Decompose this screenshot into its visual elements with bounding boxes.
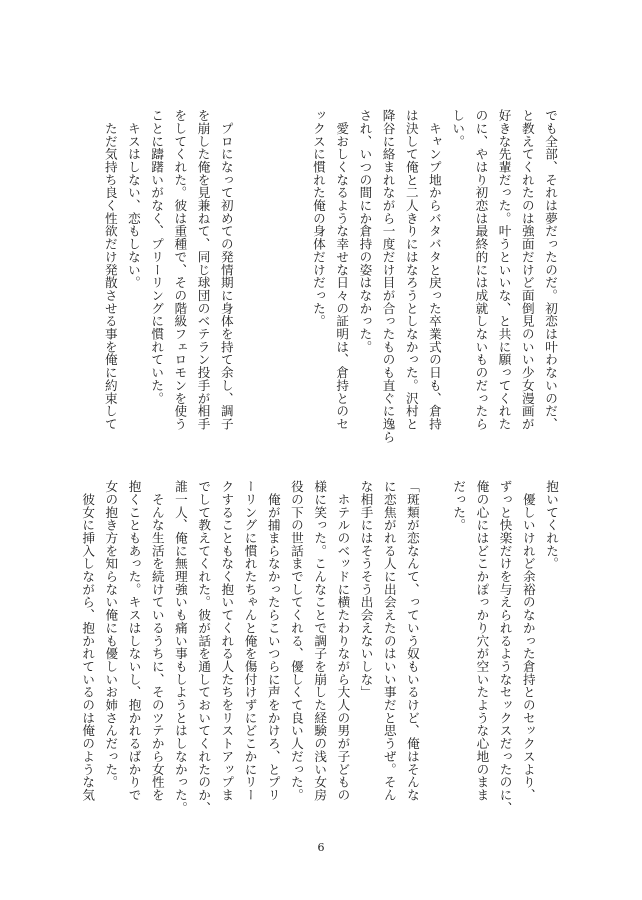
text-line: のに、やはり初恋は最終的には成就しないものだったら — [473, 109, 489, 431]
text-line: な相手にはそうそう出会えないしな」 — [358, 480, 374, 699]
text-line: 好きな先輩だった。叶うといいな、と共に願ってくれた — [496, 109, 512, 431]
text-line: でして教えてくれた。彼が話を通しておいてくれたのか、 — [196, 480, 212, 815]
text-line: をしてくれた。彼は重種で、その階級フェロモンを使う — [172, 109, 188, 431]
paragraph-gap — [424, 480, 447, 825]
text-line: ーリングに慣れたちゃんと俺を傷付けずにどこかにリー — [242, 480, 258, 802]
text-line: 役の下の世話までしてくれる、優しくて良い人だった。 — [288, 480, 304, 802]
text-line: に恋焦がれる人に出会えたのはいい事だと思うぜ。そん — [381, 480, 397, 802]
text-line: 愛おしくなるような幸せな日々の証明は、倉持とのセ — [334, 109, 350, 431]
text-line: だった。 — [451, 480, 467, 532]
text-line: され、いつの間にか倉持の姿はなかった。 — [357, 109, 373, 354]
text-line: は決して俺と二人きりにはなろうとしなかった。沢村と — [403, 109, 419, 431]
text-line: そんな生活を続けているうちに、そのツテから女性を — [149, 480, 165, 802]
text-line: ずっと快楽だけを与えられるようなセックスだったのに、 — [497, 480, 513, 815]
lower-text-block — [76, 480, 563, 825]
text-line: ックスに慣れた俺の身体だけだった。 — [310, 109, 326, 328]
text-line: 抱くこともあった。キスはしないし、抱かれるばかりで — [126, 480, 142, 802]
text-line: 俺の心にはどこかぽっかり穴が空いたような心地のまま — [474, 480, 490, 802]
text-line: キスはしない、恋もしない。 — [125, 109, 141, 289]
paragraph-gap — [284, 109, 307, 439]
text-line: ことに躊躇いがなく、プリーリングに慣れていた。 — [149, 109, 165, 405]
text-line: ホテルのベッドに横たわりながら大人の男が子どもの — [335, 480, 351, 802]
text-line: 俺が捕まらなかったらこいつらに声をかけろ、とプリ — [265, 480, 281, 802]
text-line: 様に笑った。こんなことで調子を崩した経験の浅い女房 — [312, 480, 328, 802]
text-line: ただ気持ち良く性欲だけ発散させる事を俺に約束して — [102, 109, 118, 431]
text-line: 抱いてくれた。 — [544, 480, 559, 570]
text-line: でも全部、それは夢だったのだ。初恋は叶わないのだ、 — [543, 109, 558, 431]
text-line: 誰一人、俺に無理強いも痛い事もしようとはしなかった。 — [172, 480, 188, 815]
text-line: 彼女に挿入しながら、抱かれているのは俺のような気 — [80, 480, 96, 802]
text-line: を崩した俺を見兼ねて、同じ球団のベテラン投手が相手 — [195, 109, 211, 431]
paragraph-gap — [238, 109, 261, 439]
text-line: プロになって初めての発情期に身体を持て余し、調子 — [218, 109, 234, 431]
text-line: 降谷に絡まれながら一度だけ目が合ったものも直ぐに逸ら — [380, 109, 396, 444]
text-line: しい。 — [450, 109, 466, 148]
page-number: 6 — [317, 841, 325, 854]
text-line: 「斑類が恋なんて、っていう奴もいるけど、俺はそんな — [404, 480, 420, 802]
paragraph-gap — [261, 109, 284, 439]
text-line: 女の抱き方を知らない俺にも優しいお姉さんだった。 — [103, 480, 119, 789]
text-line: と教えてくれたのは強面だけど面倒見のいい少女漫画が — [519, 109, 535, 431]
text-line: クすることもなく抱いてくれる人たちをリストアップま — [219, 480, 235, 802]
text-line: 優しいけれど余裕のなかった倉持とのセックスより、 — [520, 480, 536, 802]
text-line: キャンプ地からバタバタと戻った卒業式の日も、倉持 — [426, 109, 442, 431]
upper-text-block — [99, 109, 562, 444]
